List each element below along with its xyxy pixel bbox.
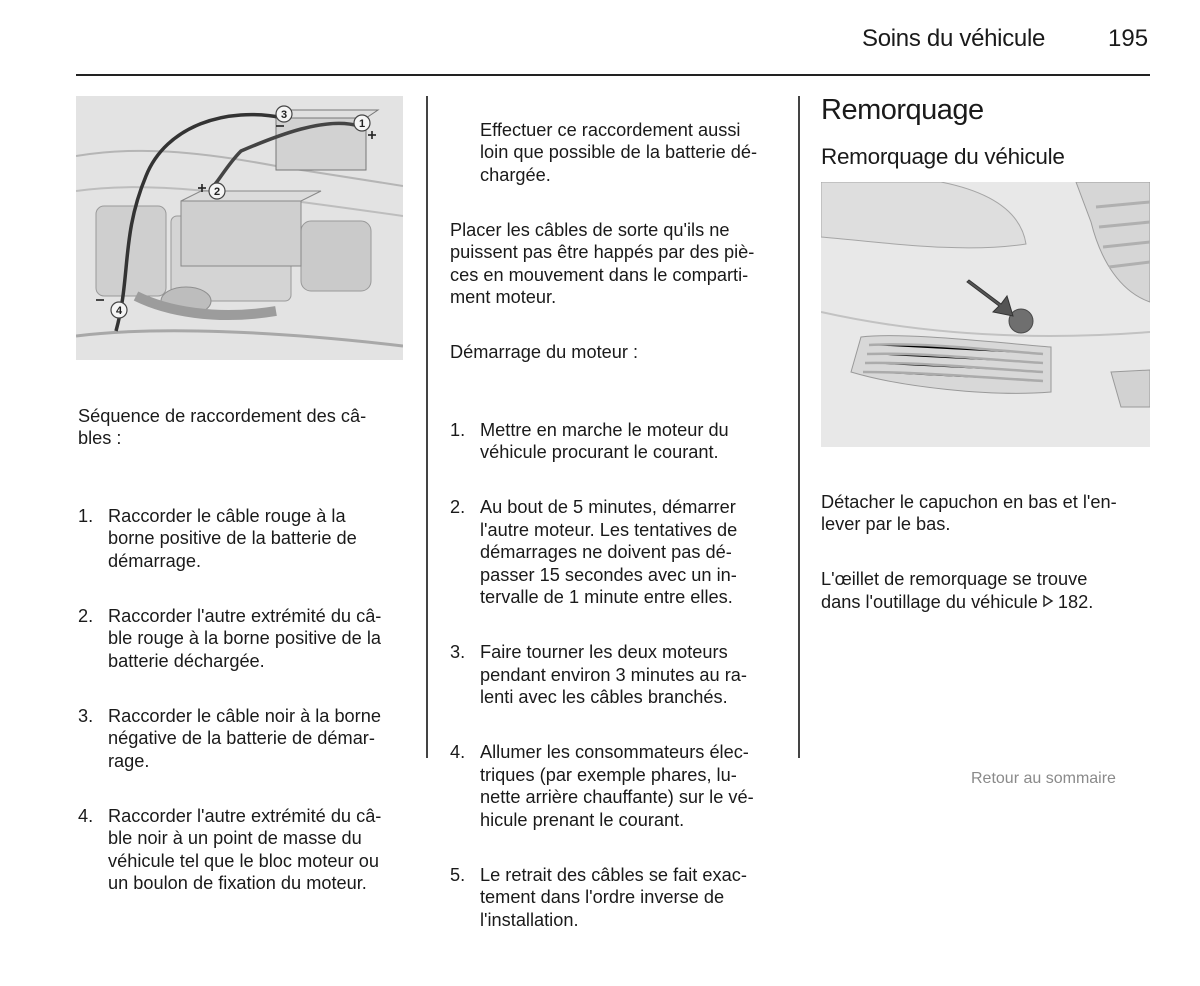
cable-connection-steps: [78, 482, 418, 927]
step-number: 3.: [78, 705, 94, 726]
callout-2: 2: [213, 186, 221, 198]
tow-eye-cover-illustration: [821, 182, 1150, 447]
list-item: [78, 705, 418, 773]
step-text: Raccorder l'autre extrémité du câ- ble rouge à la borne positive de la batterie déchargée.: [108, 605, 382, 671]
step-number: 1.: [450, 419, 466, 440]
column-divider-right: [798, 96, 800, 758]
list-item: [450, 641, 790, 709]
step-text: Au bout de 5 minutes, démarrer l'autre moteur. Les tentatives de démarrages ne doivent pas dé- passer 15 secondes avec un in- tervalle de 1 minute entre elles.: [480, 497, 738, 607]
callout-1: 1: [358, 118, 366, 130]
cable-placement-paragraph: Placer les câbles de sorte qu'ils ne puissent pas être happés par des piè- ces en mouvement dans le comparti- ment moteur.: [450, 219, 755, 307]
step-text: Raccorder l'autre extrémité du câ- ble noir à un point de masse du véhicule tel que le bloc moteur ou un boulon de fixation du moteur.: [108, 805, 382, 893]
jump-start-illustration: [76, 96, 403, 360]
step-number: 5.: [450, 864, 466, 885]
step-text: Le retrait des câbles se fait exac- tement dans l'ordre inverse de l'installation.: [480, 864, 747, 930]
left-column: [78, 382, 418, 950]
list-item: [450, 741, 790, 831]
step-text: Allumer les consommateurs élec- triques (par exemple phares, lu- nette arrière chauffante) sur le vé- hicule prenant le courant.: [480, 742, 754, 830]
section-subheading: Remorquage du véhicule: [821, 144, 1065, 169]
engine-start-heading: Démarrage du moteur :: [450, 342, 639, 362]
tow-eye-location-paragraph: [821, 568, 1151, 613]
column-divider-left: [426, 96, 428, 758]
back-to-contents-link[interactable]: Retour au sommaire: [971, 770, 1116, 787]
continuation-text: Effectuer ce raccordement aussi loin que possible de la batterie dé- chargée.: [480, 119, 758, 185]
engine-start-steps: [450, 396, 790, 964]
callout-4: 4: [115, 305, 123, 317]
step-number: 4.: [450, 742, 466, 762]
step-text: Faire tourner les deux moteurs pendant environ 3 minutes au ra- lenti avec les câbles branchés.: [480, 642, 747, 707]
section-heading: Remorquage: [821, 94, 984, 126]
header-divider: [76, 74, 1150, 76]
step-text: Raccorder le câble noir à la borne négative de la batterie de démar- rage.: [108, 705, 381, 771]
middle-column: [450, 96, 790, 986]
list-item: [78, 805, 418, 895]
sequence-caption: Séquence de raccordement des câ- bles :: [78, 405, 367, 448]
step-number: 2.: [450, 497, 466, 517]
step-text: Raccorder le câble rouge à la borne positive de la batterie de démarrage.: [108, 505, 357, 571]
step-number: 2.: [78, 605, 94, 626]
page-number: 195: [1108, 25, 1149, 52]
list-item: [78, 605, 418, 673]
list-item: [450, 496, 790, 609]
step-number: 1.: [78, 505, 94, 526]
reference-arrow-icon: [1041, 591, 1055, 614]
right-column-text: [821, 468, 1151, 646]
engine-bay-drawing: [76, 96, 403, 360]
page-reference-link[interactable]: 182.: [1057, 591, 1094, 612]
tow-eye-location-text: L'œillet de remorquage se trouve dans l'outillage du véhicule: [821, 569, 1088, 612]
list-item: [450, 864, 790, 932]
step-number: 4.: [78, 805, 94, 826]
remove-cap-paragraph: Détacher le capuchon en bas et l'en- lever par le bas.: [821, 491, 1117, 534]
list-item: [78, 505, 418, 573]
page-header-title: Soins du véhicule: [862, 25, 1046, 52]
list-item: [450, 419, 790, 464]
bumper-drawing: [821, 182, 1150, 447]
step-text: Mettre en marche le moteur du véhicule procurant le courant.: [480, 419, 729, 462]
callout-3: 3: [280, 109, 288, 121]
step-number: 3.: [450, 642, 466, 662]
